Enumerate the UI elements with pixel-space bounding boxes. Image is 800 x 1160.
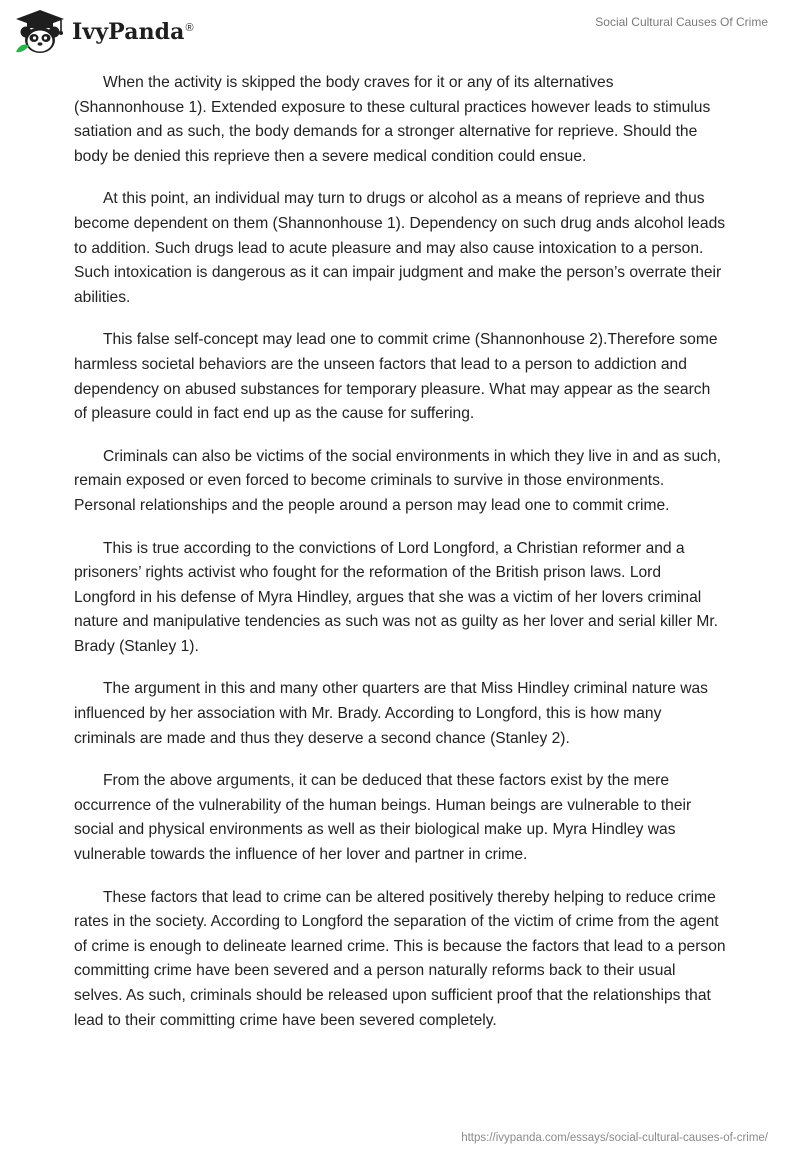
paragraph: This false self-concept may lead one to commit crime (Shannonhouse 2).Therefore some harmless societal behaviors are the unseen factors that lead to a person to addiction and dependency on abused substances for temporary pleasure. What may appear as the search of pleasure could in fact end up as the cause for suffering. — [74, 331, 718, 423]
paragraph: These factors that lead to crime can be altered positively thereby helping to reduce crime rates in the society. According to Longford the separation of the victim of crime from the agent of crime is enough to delineate learned crime. This is because the factors that lead to a person committing crime have been severed and a person naturally reforms back to their usual selves. As such, criminals should be released upon sufficient proof that the relationships that lead to their committing crime have been severed completely. — [74, 888, 726, 1029]
paragraph: This is true according to the convictions of Lord Longford, a Christian reformer and a prisoners’ rights activist who fought for the reformation of the British prison laws. Lord Longford in his defense of Myra Hindley, argues that she was a victim of her lovers criminal nature and manipulative tendencies as such was not as guilty as her lover and serial killer Mr. Brady (Stanley 1). — [74, 539, 719, 655]
paragraph: The argument in this and many other quarters are that Miss Hindley criminal nature was influenced by her association with Mr. Brady. According to Longford, this is how many criminals are made and thus they deserve a second chance (Stanley 2). — [74, 680, 708, 747]
paragraph: When the activity is skipped the body craves for it or any of its alternatives (Shannonhouse 1). Extended exposure to these cultural practices however leads to stimulus satiation and as such, the body demands for a stronger alternative for reprieve. Should the body be denied this reprieve then a severe medical condition could ensue. — [74, 74, 711, 165]
document-title: Social Cultural Causes Of Crime — [595, 15, 768, 29]
paragraph: From the above arguments, it can be deduced that these factors exist by the mere occurrence of the vulnerability of the human beings. Human beings are vulnerable to their social and physical environments as well as their biological make up. Myra Hindley was vulnerable towards the influence of her lover and partner in crime. — [74, 772, 692, 864]
source-url[interactable]: https://ivypanda.com/essays/social-cultural-causes-of-crime/ — [461, 1132, 768, 1144]
brand-name: IvyPanda® — [72, 19, 194, 45]
panda-graduate-icon — [14, 8, 66, 56]
paragraph: Criminals can also be victims of the social environments in which they live in and as such, remain exposed or even forced to become criminals to survive in those environments. Personal relationships and the people around a person may lead one to commit crime. — [74, 447, 721, 514]
page-header — [0, 0, 800, 64]
brand-logo[interactable] — [14, 8, 194, 56]
essay-body — [74, 71, 726, 1051]
paragraph: At this point, an individual may turn to drugs or alcohol as a means of reprieve and thus become dependent on them (Shannonhouse 1). Dependency on such drug ands alcohol leads to addition. Such drugs lead to acute pleasure and may also cause intoxication to a person. Such intoxication is dangerous as it can impair judgment and make the person’s overrate their abilities. — [74, 190, 726, 306]
